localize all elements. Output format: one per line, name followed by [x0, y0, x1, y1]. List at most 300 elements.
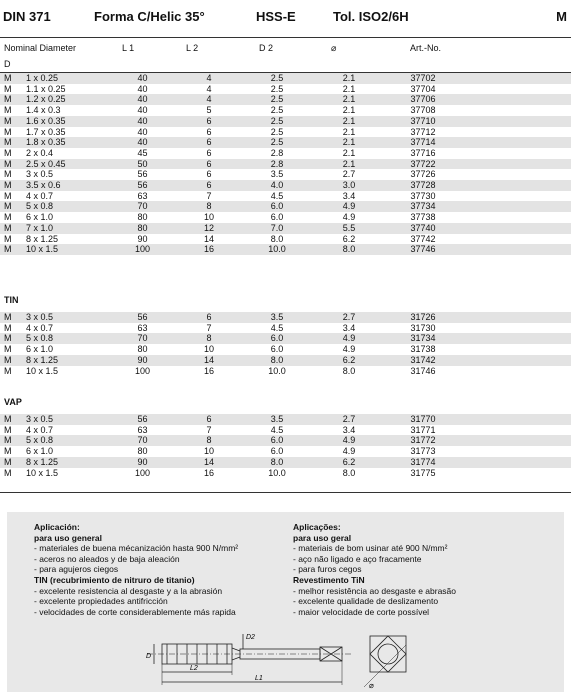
table-row — [0, 73, 571, 84]
square-cell: 2.1 — [342, 126, 356, 137]
table-row — [0, 414, 571, 425]
d2-cell: 2.5 — [270, 105, 284, 116]
square-cell: 8.0 — [342, 365, 356, 376]
row-pad — [463, 446, 571, 457]
l1-cell: 90 — [137, 233, 148, 244]
thread-type-cell: M — [0, 244, 26, 255]
table-row — [0, 105, 571, 116]
square-cell: 4.9 — [342, 344, 356, 355]
thread-type-cell: M — [4, 83, 12, 94]
thread-type-cell: M — [4, 147, 12, 158]
l2-cell: 14 — [203, 233, 214, 244]
thread-type-cell: M — [0, 159, 26, 170]
art-no-cell: 37712 — [410, 126, 436, 137]
table-row — [0, 84, 571, 95]
table-tin — [0, 312, 571, 376]
square-cell: 2.1 — [315, 73, 383, 84]
pt-item: - materiais de bom usinar até 900 N/mm² — [293, 543, 448, 554]
l2-cell: 16 — [203, 467, 214, 478]
size-cell: 3.5 x 0.6 — [26, 180, 106, 191]
col-l2: L 2 — [186, 43, 199, 53]
row-pad — [463, 234, 571, 245]
thread-type-cell: M — [4, 322, 12, 333]
l2-cell: 6 — [179, 159, 239, 170]
l2-cell: 6 — [179, 116, 239, 127]
thread-type-cell: M — [0, 223, 26, 234]
thread-type-cell: M — [4, 126, 12, 137]
row-pad — [463, 333, 571, 344]
square-cell: 2.1 — [315, 137, 383, 148]
l2-cell: 4 — [206, 83, 212, 94]
square-cell: 3.4 — [342, 190, 356, 201]
square-cell: 2.1 — [342, 147, 356, 158]
square-cell: 8.0 — [342, 467, 356, 478]
square-cell: 4.9 — [342, 212, 356, 223]
art-no-cell: 37740 — [383, 223, 463, 234]
col-art: Art.-No. — [410, 43, 442, 53]
d2-cell: 2.8 — [270, 147, 284, 158]
square-cell: 2.7 — [342, 169, 356, 180]
art-no-cell: 31742 — [383, 355, 463, 366]
l1-cell: 90 — [106, 355, 179, 366]
pt-tin-title: Revestimento TiN — [293, 574, 365, 585]
size-cell: 3 x 0.5 — [26, 169, 54, 180]
square-cell: 2.1 — [342, 83, 356, 94]
es-title: Aplicación: — [34, 522, 80, 532]
d2-cell: 2.5 — [270, 126, 284, 137]
d2-cell: 2.8 — [239, 159, 315, 170]
es-tin-item: - excelente resistencia al desgaste y a la abrasión — [34, 585, 223, 596]
d2-cell: 4.5 — [270, 322, 284, 333]
thread-type-cell: M — [0, 333, 26, 344]
row-pad — [463, 84, 571, 95]
l2-cell: 4 — [179, 73, 239, 84]
art-no-cell: 31746 — [410, 365, 436, 376]
table-row — [0, 148, 571, 159]
d2-cell: 2.5 — [270, 83, 284, 94]
col-square: ⌀ — [331, 43, 337, 53]
thread-type-cell: M — [0, 73, 26, 84]
section-title-tin: TIN — [4, 295, 19, 305]
row-pad — [463, 414, 571, 425]
art-no-cell: 37710 — [383, 116, 463, 127]
row-pad — [463, 127, 571, 138]
size-cell: 10 x 1.5 — [26, 365, 59, 376]
square-cell: 2.1 — [315, 94, 383, 105]
l1-cell: 80 — [137, 212, 148, 223]
size-cell: 4 x 0.7 — [26, 322, 54, 333]
d2-cell: 7.0 — [239, 223, 315, 234]
table-row — [0, 127, 571, 138]
square-cell: 4.9 — [315, 333, 383, 344]
size-cell: 5 x 0.8 — [26, 333, 106, 344]
square-cell: 2.1 — [315, 159, 383, 170]
label-l2: L2 — [190, 665, 198, 672]
l1-cell: 40 — [106, 116, 179, 127]
table-row — [0, 244, 571, 255]
l1-cell: 40 — [106, 94, 179, 105]
l2-cell: 14 — [179, 457, 239, 468]
table-row — [0, 180, 571, 191]
material-label: HSS-E — [256, 9, 296, 24]
l1-cell: 63 — [137, 190, 148, 201]
d2-cell: 6.0 — [270, 344, 284, 355]
row-pad — [463, 159, 571, 170]
table-row — [0, 223, 571, 234]
d2-cell: 4.5 — [270, 424, 284, 435]
row-pad — [463, 355, 571, 366]
l1-cell: 40 — [106, 137, 179, 148]
square-cell: 6.2 — [315, 457, 383, 468]
row-pad — [463, 137, 571, 148]
art-no-cell: 31773 — [410, 446, 436, 457]
l1-cell: 40 — [106, 73, 179, 84]
size-cell: 6 x 1.0 — [26, 446, 54, 457]
pt-title: Aplicações: — [293, 522, 341, 532]
d2-cell: 6.0 — [270, 212, 284, 223]
l1-cell: 63 — [137, 322, 148, 333]
l2-cell: 10 — [203, 446, 214, 457]
l1-cell: 70 — [106, 435, 179, 446]
row-pad — [463, 323, 571, 334]
art-no-cell: 37746 — [383, 244, 463, 255]
size-cell: 3 x 0.5 — [26, 312, 106, 323]
es-sub: para uso general — [34, 532, 103, 543]
l2-cell: 7 — [206, 322, 212, 333]
l2-cell: 8 — [179, 333, 239, 344]
thread-type-cell: M — [0, 435, 26, 446]
l1-cell: 56 — [106, 312, 179, 323]
col-nominal-sub: D — [4, 59, 11, 69]
l2-cell: 5 — [206, 105, 212, 116]
standard-label: DIN 371 — [3, 9, 51, 24]
art-no-cell: 31772 — [383, 435, 463, 446]
l1-cell: 100 — [134, 467, 151, 478]
table-row — [0, 169, 571, 180]
square-cell: 4.9 — [315, 201, 383, 212]
art-no-cell: 31775 — [410, 467, 436, 478]
l2-cell: 8 — [179, 201, 239, 212]
row-pad — [463, 191, 571, 202]
table-row — [0, 446, 571, 457]
art-no-cell: 31730 — [410, 322, 436, 333]
art-no-cell: 37726 — [410, 169, 436, 180]
l2-cell: 6 — [179, 312, 239, 323]
square-cell: 5.5 — [315, 223, 383, 234]
table-row — [0, 366, 571, 377]
thread-type-cell: M — [0, 94, 26, 105]
l2-cell: 6 — [179, 137, 239, 148]
thread-type-cell: M — [4, 190, 12, 201]
pt-item: - aço não ligado e aço fracamente — [293, 553, 422, 564]
square-cell: 4.9 — [315, 435, 383, 446]
l1-cell: 56 — [106, 180, 179, 191]
art-no-cell: 37708 — [410, 105, 436, 116]
l2-cell: 4 — [179, 94, 239, 105]
pt-tin-item: - maior velocidade de corte possível — [293, 606, 430, 617]
size-cell: 1.8 x 0.35 — [26, 137, 106, 148]
d2-cell: 10.0 — [268, 467, 286, 478]
form-label: Forma C/Helic 35° — [94, 9, 205, 24]
label-d: D — [146, 653, 152, 660]
table-row — [0, 212, 571, 223]
square-cell: 6.2 — [315, 355, 383, 366]
thread-type-cell: M — [4, 105, 12, 116]
art-no-cell: 37738 — [410, 212, 436, 223]
d2-cell: 6.0 — [239, 201, 315, 212]
tolerance-label: Tol. ISO2/6H — [333, 9, 409, 24]
size-cell: 8 x 1.25 — [26, 355, 106, 366]
row-pad — [463, 105, 571, 116]
d2-cell: 3.5 — [239, 312, 315, 323]
d2-cell: 2.5 — [239, 73, 315, 84]
row-pad — [463, 468, 571, 479]
thread-type-cell: M — [0, 312, 26, 323]
art-no-cell: 37742 — [410, 233, 436, 244]
square-cell: 2.7 — [315, 312, 383, 323]
table-row — [0, 94, 571, 105]
row-pad — [463, 425, 571, 436]
d2-cell: 10.0 — [268, 365, 286, 376]
l1-cell: 80 — [137, 344, 148, 355]
row-pad — [463, 212, 571, 223]
table-standard — [0, 73, 571, 255]
label-l1: L1 — [255, 675, 263, 682]
l2-cell: 10 — [203, 212, 214, 223]
thread-type-cell: M — [4, 424, 12, 435]
pt-item: - para furos cegos — [293, 564, 362, 575]
l1-cell: 63 — [137, 424, 148, 435]
size-cell: 8 x 1.25 — [26, 457, 106, 468]
size-cell: 3 x 0.5 — [26, 414, 106, 425]
size-cell: 1.1 x 0.25 — [26, 83, 66, 94]
art-no-cell: 37722 — [383, 159, 463, 170]
table-row — [0, 323, 571, 334]
top-rule — [0, 37, 571, 38]
l2-cell: 6 — [179, 180, 239, 191]
art-no-cell: 31774 — [383, 457, 463, 468]
row-pad — [463, 344, 571, 355]
d2-cell: 8.0 — [239, 355, 315, 366]
l2-cell: 10 — [203, 344, 214, 355]
d2-cell: 10.0 — [239, 244, 315, 255]
size-cell: 1.7 x 0.35 — [26, 126, 66, 137]
l2-cell: 6 — [206, 126, 212, 137]
l1-cell: 40 — [137, 126, 148, 137]
l1-cell: 40 — [137, 83, 148, 94]
pt-tin-item: - melhor resistência ao desgaste e abrasão — [293, 585, 457, 596]
square-cell: 3.0 — [315, 180, 383, 191]
art-no-cell: 37704 — [410, 83, 436, 94]
table-row — [0, 344, 571, 355]
es-item: - materiales de buena mécanización hasta 900 N/mm² — [34, 543, 239, 554]
size-cell: 6 x 1.0 — [26, 212, 54, 223]
thread-type-letter: M — [556, 9, 567, 24]
row-pad — [463, 366, 571, 377]
thread-type-cell: M — [4, 212, 12, 223]
l1-cell: 80 — [106, 223, 179, 234]
es-tin-item: - excelente propiedades antifricción — [34, 596, 168, 607]
pt-tin-item: - excelente qualidade de deslizamento — [293, 596, 439, 607]
thread-type-cell: M — [0, 137, 26, 148]
size-cell: 10 x 1.5 — [26, 467, 59, 478]
thread-type-cell: M — [4, 365, 12, 376]
row-pad — [463, 116, 571, 127]
square-cell: 2.1 — [315, 116, 383, 127]
d2-cell: 6.0 — [239, 333, 315, 344]
table-row — [0, 333, 571, 344]
art-no-cell: 31771 — [410, 424, 436, 435]
l2-cell: 6 — [179, 414, 239, 425]
d2-cell: 3.5 — [270, 169, 284, 180]
art-no-cell: 37702 — [383, 73, 463, 84]
col-l1: L 1 — [122, 43, 135, 53]
thread-type-cell: M — [4, 233, 12, 244]
table-row — [0, 457, 571, 468]
l1-cell: 100 — [106, 244, 179, 255]
es-item: - aceros no aleados y de baja aleación — [34, 553, 180, 564]
l1-cell: 70 — [106, 333, 179, 344]
table-row — [0, 355, 571, 366]
row-pad — [463, 312, 571, 323]
thread-type-cell: M — [0, 414, 26, 425]
l1-cell: 90 — [106, 457, 179, 468]
d2-cell: 2.5 — [239, 137, 315, 148]
label-square: ⌀ — [369, 681, 374, 690]
header-bar — [0, 9, 571, 33]
l2-cell: 8 — [179, 435, 239, 446]
d2-cell: 2.5 — [239, 94, 315, 105]
table-row — [0, 425, 571, 436]
application-panel — [7, 512, 564, 692]
art-no-cell: 31726 — [383, 312, 463, 323]
l2-cell: 14 — [179, 355, 239, 366]
section-title-vap: VAP — [4, 397, 22, 407]
l1-cell: 80 — [137, 446, 148, 457]
l2-cell: 12 — [179, 223, 239, 234]
size-cell: 1 x 0.25 — [26, 73, 106, 84]
d2-cell: 6.0 — [270, 446, 284, 457]
l1-cell: 40 — [137, 105, 148, 116]
square-cell: 2.7 — [315, 414, 383, 425]
row-pad — [463, 148, 571, 159]
size-cell: 8 x 1.25 — [26, 233, 59, 244]
thread-type-cell: M — [0, 355, 26, 366]
table-row — [0, 191, 571, 202]
thread-type-cell: M — [4, 344, 12, 355]
tap-drawing — [7, 512, 564, 692]
square-cell: 4.9 — [342, 446, 356, 457]
column-header — [0, 41, 571, 73]
l1-cell: 56 — [106, 414, 179, 425]
table-row — [0, 116, 571, 127]
size-cell: 7 x 1.0 — [26, 223, 106, 234]
thread-type-cell: M — [0, 116, 26, 127]
size-cell: 10 x 1.5 — [26, 244, 106, 255]
l2-cell: 16 — [203, 365, 214, 376]
l1-cell: 56 — [137, 169, 148, 180]
row-pad — [463, 223, 571, 234]
art-no-cell: 37728 — [383, 180, 463, 191]
es-item: - para agujeros ciegos — [34, 564, 119, 575]
square-cell: 3.4 — [342, 322, 356, 333]
square-cell: 6.2 — [342, 233, 356, 244]
thread-type-cell: M — [4, 446, 12, 457]
art-no-cell: 37730 — [410, 190, 436, 201]
d2-cell: 8.0 — [239, 457, 315, 468]
row-pad — [463, 457, 571, 468]
thread-type-cell: M — [4, 467, 12, 478]
col-d2: D 2 — [259, 43, 274, 53]
size-cell: 1.6 x 0.35 — [26, 116, 106, 127]
row-pad — [463, 435, 571, 446]
row-pad — [463, 244, 571, 255]
d2-cell: 4.0 — [239, 180, 315, 191]
size-cell: 2.5 x 0.45 — [26, 159, 106, 170]
d2-cell: 3.5 — [239, 414, 315, 425]
d2-cell: 4.5 — [270, 190, 284, 201]
table-row — [0, 468, 571, 479]
table-row — [0, 201, 571, 212]
d2-cell: 2.5 — [239, 116, 315, 127]
bottom-rule — [0, 492, 571, 493]
size-cell: 4 x 0.7 — [26, 424, 54, 435]
l2-cell: 6 — [206, 147, 212, 158]
d2-cell: 8.0 — [270, 233, 284, 244]
square-cell: 2.1 — [342, 105, 356, 116]
thread-type-cell: M — [0, 457, 26, 468]
square-cell: 3.4 — [342, 424, 356, 435]
square-cell: 8.0 — [315, 244, 383, 255]
table-row — [0, 137, 571, 148]
thread-type-cell: M — [0, 180, 26, 191]
thread-type-cell: M — [4, 169, 12, 180]
es-tin-item: - velocidades de corte considerablemente más rapida — [34, 606, 236, 617]
size-cell: 5 x 0.8 — [26, 435, 106, 446]
l2-cell: 16 — [179, 244, 239, 255]
art-no-cell: 37734 — [383, 201, 463, 212]
l1-cell: 50 — [106, 159, 179, 170]
art-no-cell: 37716 — [410, 147, 436, 158]
art-no-cell: 37714 — [383, 137, 463, 148]
size-cell: 1.2 x 0.25 — [26, 94, 106, 105]
l1-cell: 70 — [106, 201, 179, 212]
l2-cell: 6 — [206, 169, 212, 180]
table-row — [0, 234, 571, 245]
row-pad — [463, 73, 571, 84]
size-cell: 5 x 0.8 — [26, 201, 106, 212]
art-no-cell: 31734 — [383, 333, 463, 344]
table-row — [0, 159, 571, 170]
l2-cell: 7 — [206, 190, 212, 201]
row-pad — [463, 180, 571, 191]
d2-cell: 6.0 — [239, 435, 315, 446]
size-cell: 2 x 0.4 — [26, 147, 54, 158]
size-cell: 4 x 0.7 — [26, 190, 54, 201]
l1-cell: 45 — [137, 147, 148, 158]
art-no-cell: 31770 — [383, 414, 463, 425]
l1-cell: 100 — [134, 365, 151, 376]
size-cell: 1.4 x 0.3 — [26, 105, 61, 116]
thread-type-cell: M — [0, 201, 26, 212]
art-no-cell: 37706 — [383, 94, 463, 105]
art-no-cell: 31738 — [410, 344, 436, 355]
table-row — [0, 312, 571, 323]
table-vap — [0, 414, 571, 478]
row-pad — [463, 94, 571, 105]
label-d2: D2 — [246, 634, 255, 641]
row-pad — [463, 201, 571, 212]
